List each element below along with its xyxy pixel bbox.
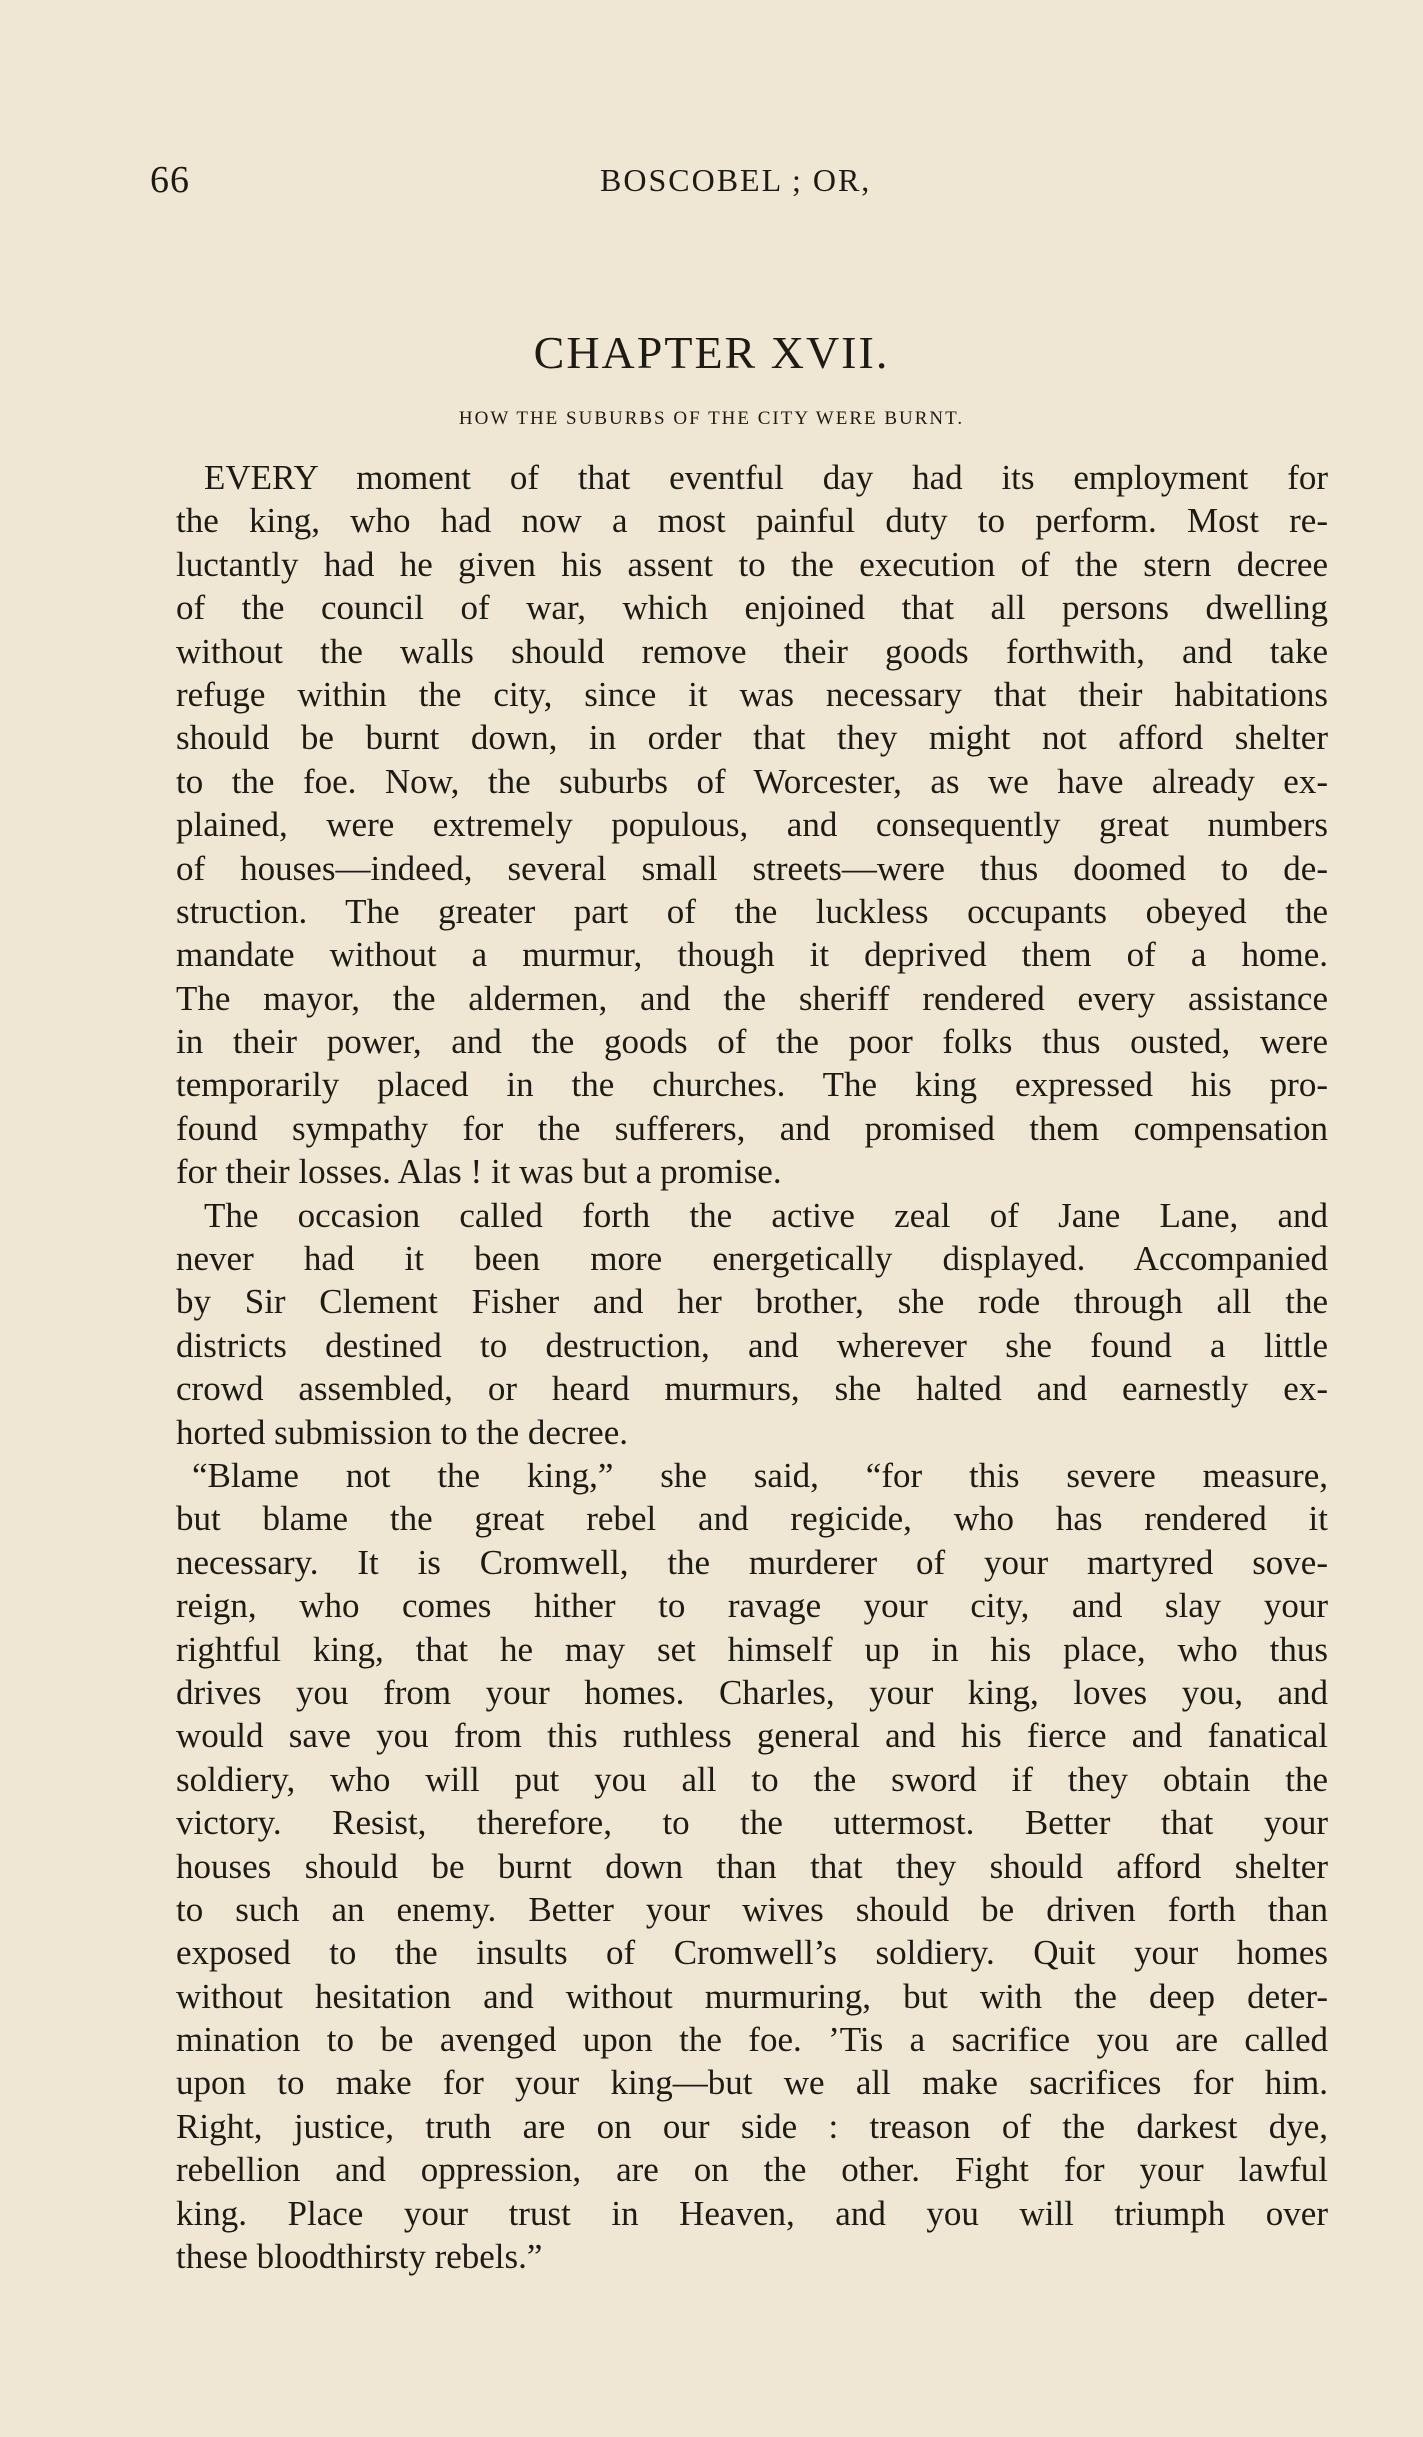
- text-line: to such an enemy. Better your wives should be driven forth than: [176, 1889, 1328, 1929]
- text-line: these bloodthirsty rebels.”: [176, 2237, 543, 2277]
- page-number: 66: [150, 159, 190, 201]
- running-title: BOSCOBEL ; OR,: [600, 162, 872, 198]
- chapter-title: CHAPTER XVII.: [533, 327, 890, 378]
- text-line: but blame the great rebel and regicide, who has rendered it: [176, 1499, 1328, 1539]
- text-line: Right, justice, truth are on our side : treason of the darkest dye,: [176, 2106, 1328, 2146]
- text-line: rightful king, that he may set himself up in his place, who thus: [176, 1629, 1328, 1669]
- text-line: the king, who had now a most painful duty to perform. Most re-: [176, 501, 1328, 541]
- chapter-subtitle: HOW THE SUBURBS OF THE CITY WERE BURNT.: [458, 408, 965, 429]
- text-line: soldiery, who will put you all to the sword if they obtain the: [176, 1759, 1328, 1799]
- text-line: without hesitation and without murmuring, but with the deep deter-: [176, 1976, 1328, 2016]
- text-line: The occasion called forth the active zeal of Jane Lane, and: [204, 1195, 1328, 1235]
- text-line: reign, who comes hither to ravage your city, and slay your: [176, 1586, 1328, 1626]
- text-line: temporarily placed in the churches. The king expressed his pro-: [176, 1065, 1328, 1105]
- text-line: necessary. It is Cromwell, the murderer of your martyred sove-: [176, 1542, 1328, 1582]
- text-line: of the council of war, which enjoined that all persons dwelling: [176, 588, 1328, 628]
- text-line: refuge within the city, since it was necessary that their habitations: [176, 674, 1328, 714]
- text-line: plained, were extremely populous, and consequently great numbers: [176, 805, 1328, 845]
- text-line: drives you from your homes. Charles, your king, loves you, and: [176, 1672, 1328, 1712]
- text-line: districts destined to destruction, and wherever she found a little: [176, 1325, 1328, 1365]
- text-line: rebellion and oppression, are on the other. Fight for your lawful: [176, 2150, 1328, 2190]
- text-line: never had it been more energetically displayed. Accompanied: [176, 1239, 1328, 1279]
- text-line: The mayor, the aldermen, and the sheriff rendered every assistance: [176, 978, 1328, 1018]
- body-text: [176, 456, 1328, 2278]
- text-line: luctantly had he given his assent to the execution of the stern decree: [176, 544, 1328, 584]
- text-line: exposed to the insults of Cromwell’s soldiery. Quit your homes: [176, 1933, 1328, 1973]
- text-line: mination to be avenged upon the foe. ’Tis a sacrifice you are called: [176, 2020, 1328, 2060]
- text-line: found sympathy for the sufferers, and promised them compensation: [176, 1108, 1328, 1148]
- text-line: king. Place your trust in Heaven, and you will triumph over: [176, 2193, 1328, 2233]
- text-line: of houses—indeed, several small streets—were thus doomed to de-: [176, 848, 1328, 888]
- text-line: to the foe. Now, the suburbs of Worcester, as we have already ex-: [176, 761, 1328, 801]
- text-line: in their power, and the goods of the poor folks thus ousted, were: [176, 1022, 1328, 1062]
- text-line: would save you from this ruthless general and his fierce and fanatical: [176, 1716, 1328, 1756]
- text-line: “Blame not the king,” she said, “for this severe measure,: [192, 1455, 1328, 1495]
- text-line: by Sir Clement Fisher and her brother, she rode through all the: [176, 1282, 1328, 1322]
- text-line: struction. The greater part of the luckless occupants obeyed the: [176, 891, 1328, 931]
- text-line: crowd assembled, or heard murmurs, she halted and earnestly ex-: [176, 1369, 1328, 1409]
- text-line: without the walls should remove their goods forthwith, and take: [176, 631, 1328, 671]
- text-line: upon to make for your king—but we all make sacrifices for him.: [176, 2063, 1328, 2103]
- text-line: EVERY moment of that eventful day had its employment for: [204, 458, 1328, 497]
- text-line: mandate without a murmur, though it deprived them of a home.: [176, 935, 1328, 975]
- text-line: for their losses. Alas ! it was but a promise.: [176, 1152, 782, 1192]
- text-line: should be burnt down, in order that they might not afford shelter: [176, 718, 1328, 758]
- text-line: horted submission to the decree.: [176, 1412, 628, 1452]
- text-line: victory. Resist, therefore, to the uttermost. Better that your: [176, 1803, 1328, 1843]
- running-head: [150, 158, 1325, 208]
- text-line: houses should be burnt down than that they should afford shelter: [176, 1846, 1328, 1886]
